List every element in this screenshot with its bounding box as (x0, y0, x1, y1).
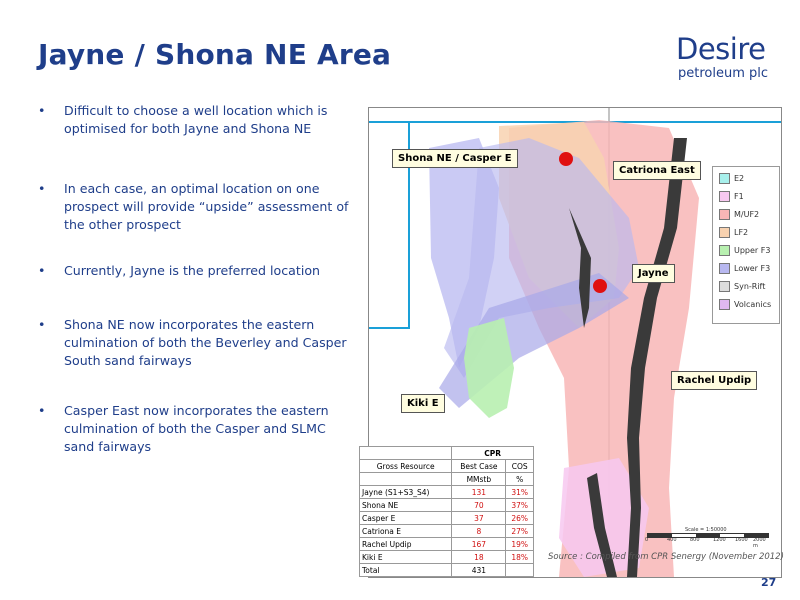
legend-item: LF2 (719, 227, 748, 238)
logo-subtitle: petroleum plc (678, 66, 769, 81)
table-cell-name: Rachel Updip (360, 538, 452, 551)
legend-swatch (719, 263, 730, 274)
page-number: 27 (761, 576, 777, 589)
bullet-item (36, 180, 356, 234)
source-note: Source : Compiled from CPR Senergy (November 2012) (548, 552, 784, 562)
legend-item: Upper F3 (719, 245, 770, 256)
table-cell-cos: 27% (506, 525, 534, 538)
table-row (360, 486, 534, 499)
bullet-item (36, 102, 356, 138)
table-cell-best: 37 (452, 512, 506, 525)
table-cell-cos: 37% (506, 499, 534, 512)
table-cell-best: 70 (452, 499, 506, 512)
bullet-dot-icon: • (38, 263, 46, 278)
bullet-text: Difficult to choose a well location which is optimised for both Jayne and Shona NE (64, 103, 328, 136)
table-cell-best: 131 (452, 486, 506, 499)
table-cell-best: 431 (452, 564, 506, 577)
legend-swatch (719, 173, 730, 184)
table-cell-cos: 18% (506, 551, 534, 564)
bullet-dot-icon: • (38, 317, 46, 332)
scale-title: Scale = 1:50000 (685, 527, 727, 533)
legend-swatch (719, 209, 730, 220)
table-row (360, 551, 534, 564)
legend-item: E2 (719, 173, 744, 184)
table-row (360, 512, 534, 525)
table-unit: % (506, 473, 534, 486)
bullet-dot-icon: • (38, 403, 46, 418)
bullet-text: Shona NE now incorporates the eastern culmination of both the Beverley and Casper South sand fairways (64, 317, 347, 368)
legend-swatch (719, 245, 730, 256)
table-cell-name: Jayne (S1+S3_S4) (360, 486, 452, 499)
table-cell-name: Catriona E (360, 525, 452, 538)
map-scale-bar (645, 527, 771, 549)
table-cell-name: Total (360, 564, 452, 577)
legend-item: Volcanics (719, 299, 771, 310)
table-cell-cos: 19% (506, 538, 534, 551)
legend-item: M/UF2 (719, 209, 759, 220)
table-cell-cos: 26% (506, 512, 534, 525)
bullet-text: In each case, an optimal location on one prospect will provide “upside” assessment of the other prospect (64, 181, 349, 232)
table-cell-best: 8 (452, 525, 506, 538)
bullet-dot-icon: • (38, 103, 46, 118)
scale-tick: 800 (690, 537, 700, 543)
legend-swatch (719, 227, 730, 238)
well-location-shona (559, 152, 573, 166)
table-header: Gross Resource (360, 460, 452, 473)
scale-tick: 1200 (713, 537, 726, 543)
table-cell-best: 167 (452, 538, 506, 551)
map-label-rachel-updip: Rachel Updip (671, 371, 757, 390)
bullet-text: Currently, Jayne is the preferred location (64, 263, 321, 278)
map-label-jayne: Jayne (632, 264, 675, 283)
legend-swatch (719, 299, 730, 310)
table-cell-name: Shona NE (360, 499, 452, 512)
table-cell-best: 18 (452, 551, 506, 564)
scale-bar-graphic (647, 533, 769, 538)
table-row (360, 525, 534, 538)
slide-title: Jayne / Shona NE Area (38, 38, 392, 71)
map-label-kiki-e: Kiki E (401, 394, 445, 413)
bullet-dot-icon: • (38, 181, 46, 196)
legend-item: Syn-Rift (719, 281, 765, 292)
table-header: Best Case (452, 460, 506, 473)
scale-tick: 2000 m (753, 537, 766, 549)
table-row (360, 499, 534, 512)
table-header: COS (506, 460, 534, 473)
table-cell-cos: 31% (506, 486, 534, 499)
company-logo (676, 32, 776, 84)
map-legend (712, 166, 780, 324)
bullet-text: Casper East now incorporates the eastern culmination of both the Casper and SLMC sand fairways (64, 403, 329, 454)
table-group-header: CPR (452, 447, 534, 460)
table-unit: MMstb (452, 473, 506, 486)
table-row (360, 447, 534, 460)
table-cell-name: Casper E (360, 512, 452, 525)
legend-swatch (719, 281, 730, 292)
well-location-jayne (593, 279, 607, 293)
map-label-shona-ne-casper-e: Shona NE / Casper E (392, 149, 518, 168)
logo-name: Desire (676, 32, 766, 66)
legend-item: F1 (719, 191, 744, 202)
table-row (360, 538, 534, 551)
map-label-catriona-east: Catriona East (613, 161, 701, 180)
bullet-item (36, 402, 356, 456)
bullet-list (36, 102, 356, 456)
table-row (360, 473, 534, 486)
scale-tick: 1600 (735, 537, 748, 543)
legend-swatch (719, 191, 730, 202)
scale-tick: 0 (645, 537, 649, 543)
legend-item: Lower F3 (719, 263, 770, 274)
scale-tick: 400 (667, 537, 677, 543)
cpr-resource-table (359, 446, 534, 577)
bullet-item (36, 262, 356, 280)
table-cell-name: Kiki E (360, 551, 452, 564)
table-row (360, 564, 534, 577)
bullet-item (36, 316, 356, 370)
table-row (360, 460, 534, 473)
